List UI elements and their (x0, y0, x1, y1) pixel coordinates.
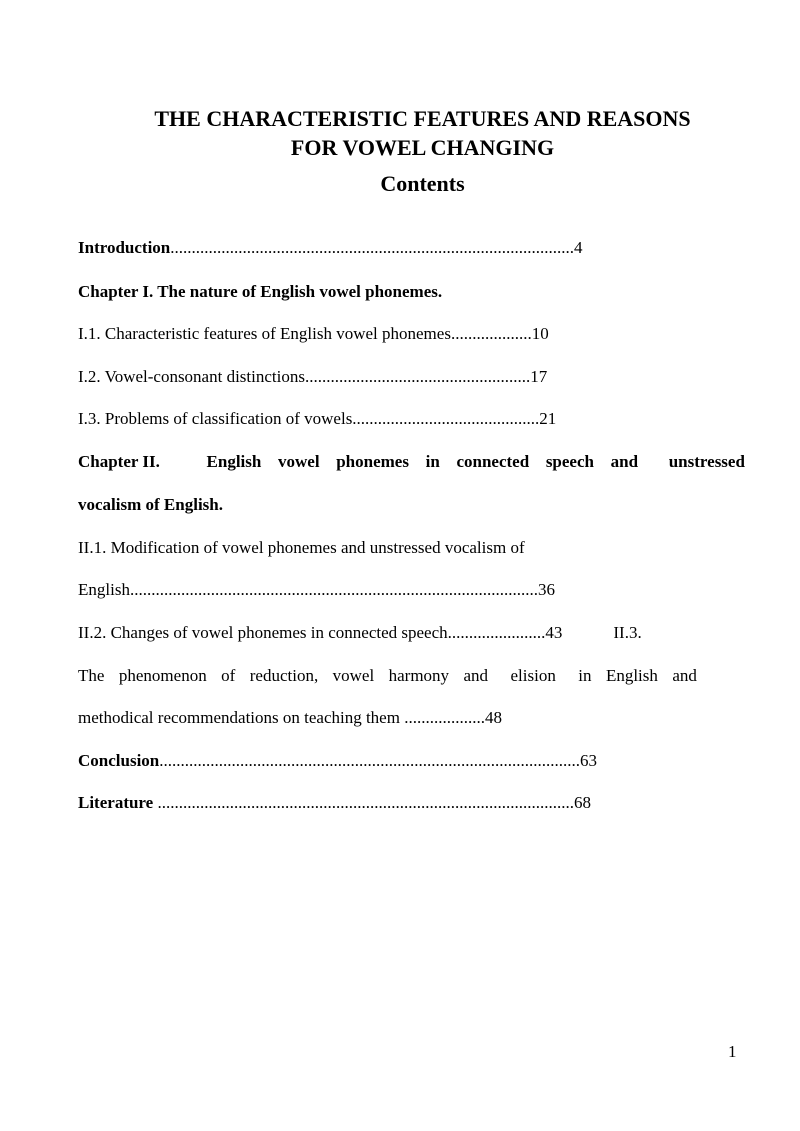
toc-entry-i-2: I.2. Vowel-consonant distinctions.....................................................17 (78, 367, 548, 386)
ii-3-word: vowel (332, 666, 375, 685)
ii-3-word: harmony (388, 666, 450, 685)
toc-entry-ii-3-line-2: methodical recommendations on teaching them ...................48 (78, 708, 502, 727)
toc-chapter-2-line-1 (78, 451, 745, 473)
toc-entry-introduction (78, 237, 583, 259)
toc-label: Literature (78, 793, 154, 812)
chapter-2-word: Chapter II. (78, 452, 160, 471)
ii-3-word: and (463, 666, 489, 685)
document-title-line-2: FOR VOWEL CHANGING (290, 135, 555, 160)
toc-entry-ii-3-number: II.3. (613, 623, 642, 642)
chapter-2-word: phonemes (336, 452, 409, 471)
chapter-2-word: and (610, 452, 639, 471)
toc-entry-ii-2 (78, 622, 642, 644)
toc-chapter-2-line-2: vocalism of English. (78, 495, 223, 514)
ii-3-word: of (221, 666, 236, 685)
ii-3-word: and (672, 666, 697, 685)
ii-3-word: elision (510, 666, 556, 685)
toc-label: Introduction (78, 238, 171, 257)
document-title-line-1: THE CHARACTERISTIC FEATURES AND REASONS (154, 106, 691, 131)
toc-entry-ii-2-text: II.2. Changes of vowel phonemes in connected speech.......................43 (78, 623, 563, 642)
chapter-2-word: unstressed (668, 452, 745, 471)
toc-entry-conclusion (78, 750, 597, 772)
toc-page: 63 (580, 751, 597, 770)
ii-3-word: The (78, 666, 105, 685)
chapter-2-word: speech (545, 452, 594, 471)
contents-heading: Contents (380, 171, 465, 196)
toc-dots: ............................................................................................... (170, 238, 575, 257)
toc-entry-i-3: I.3. Problems of classification of vowels............................................21 (78, 409, 557, 428)
page-number: 1 (728, 1042, 737, 1061)
toc-page: 4 (574, 238, 583, 257)
toc-entry-i-1: I.1. Characteristic features of English vowel phonemes...................10 (78, 324, 549, 343)
chapter-2-word: in (425, 452, 440, 471)
chapter-2-word: connected (456, 452, 530, 471)
toc-entry-literature (78, 792, 591, 814)
ii-3-word: phenomenon (118, 666, 207, 685)
ii-3-word: English (605, 666, 658, 685)
toc-entry-ii-1-line-1: II.1. Modification of vowel phonemes and unstressed vocalism of (78, 538, 525, 557)
toc-entry-ii-1-line-2: English................................................................................................36 (78, 580, 555, 599)
toc-dots: .................................................................................................. (153, 793, 574, 812)
toc-dots: ................................................................................................... (159, 751, 580, 770)
chapter-2-word: English (206, 452, 262, 471)
toc-entry-ii-3-line-1 (78, 665, 697, 687)
toc-page: 68 (573, 793, 591, 812)
toc-label: Conclusion (78, 751, 160, 770)
ii-3-word: in (578, 666, 592, 685)
ii-3-word: reduction, (249, 666, 319, 685)
toc-chapter-1: Chapter I. The nature of English vowel phonemes. (78, 282, 443, 301)
chapter-2-word: vowel (278, 452, 320, 471)
